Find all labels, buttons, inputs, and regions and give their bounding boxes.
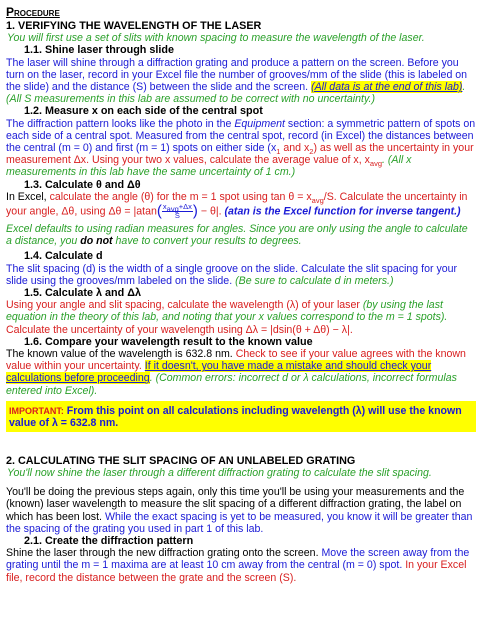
step-1-6-text-b: Check to see if your value agrees with the known value within your uncertainty. [6,348,466,373]
radians-note-c: have to convert your results to degrees. [115,235,302,248]
step-1-6-text [6,348,476,397]
section-2-heading: 2. CALCULATING THE SLIT SPACING OF AN UNLABELED GRATING [6,454,356,467]
step-1-5-text-a: Using your angle and slit spacing, calculate the wavelength (λ) of your laser [6,299,360,312]
step-1-5-text-c: Calculate the uncertainty of your wavelength using Δλ = |dsin(θ + Δθ) − λ|. [6,323,353,336]
step-1-6-text-a: The known value of the wavelength is 632.8 nm. [6,348,233,361]
step-1-4-text-a: The slit spacing (d) is the width of a single groove on the slide. Calculate the slit spacing for your slide using the grooves/mm labeled on the slide. [6,262,458,287]
equipment-ref: Equipment [234,117,285,130]
important-box [6,401,476,432]
step-1-1-note: . (All S measurements in this lab are assumed to be correct with no uncertainty.) [6,81,466,106]
step-2-1-text-a: Shine the laser through the new diffraction grating onto the screen. [6,547,319,560]
section-1-heading: 1. VERIFYING THE WAVELENGTH OF THE LASER [6,20,262,32]
step-1-3-radians-note [6,223,476,247]
fraction-numerator: x [162,202,167,212]
section-2-text [6,486,476,535]
data-note-highlight: (All data is at the end of this lab) [311,81,463,94]
uncertainty-fraction: $\frac{x_{avg}+\Delta x}{S}$ [162,202,192,221]
important-text: From this point on all calculations including wavelength (λ) will use the known value of λ = 632.8 nm. [9,404,462,430]
step-2-1-text-c: In your Excel file, record the distance between the grate and the screen (S). [6,559,467,584]
step-1-1-heading: 1.1. Shine laser through slide [24,44,174,57]
step-1-3-text-b: calculate the angle (θ) for the m = 1 spot using tan θ = x [49,190,312,203]
step-1-6-highlight: If it doesn't, you have made a mistake and should check your calculations before proceeding [6,360,432,385]
step-2-1-text [6,547,476,584]
step-1-5-heading: 1.5. Calculate λ and Δλ [24,287,141,300]
radians-note-emphasis: do not [80,235,113,248]
step-1-5-text [6,299,476,336]
step-1-3-text-d: − θ|. [197,205,222,218]
step-1-1-text-a: The laser will shine through a diffraction grating and produce a pattern on the screen. Before you turn on the laser, record in your Excel file the number of grooves/mm of the slide (this is labeled on the slide) and the distance (S) between the slide and the screen. [6,56,468,94]
step-1-2-text: The diffraction pattern looks like the photo in the Equipment section: a symmetric pattern of spots on each side of a central spot. Measured from the central spot, record (in Excel) the distances between the central (m = 0) and first (m = 1) spots on either side ($x_1$ and $x_2$) as well as the uncertainty in your measurement Δx. Using your two x values, calculate the average value of x, $x_{avg}$. (All x measurements in this lab have the same uncertainty of 1 cm.) [6,117,476,179]
step-1-4-heading: 1.4. Calculate d [24,250,103,263]
step-1-2-text-c: ) as well as the uncertainty in your measurement Δx. Using your two x values, calculate the average value of x, x [6,142,474,167]
step-1-3-text-a: In Excel, [6,190,47,203]
step-1-2-text-a: The diffraction pattern looks like the photo in the [6,117,232,130]
section-1-subtitle: You will first use a set of slits with known spacing to measure the wavelength of the laser. [7,32,425,45]
fraction-denominator: S [174,211,180,221]
step-1-3-atan-note: (atan is the Excel function for inverse tangent.) [224,205,461,218]
section-2-text-a: You'll be doing the previous steps again, only this time you'll be using your measurements and the (known) laser wavelength to measure the slit spacing of a different diffraction grating, the label on which has been lost. [6,486,465,523]
radians-note-a: Excel defaults to using radian measures for angles. Since you are only using the angle to calculate a distance, you [6,223,468,248]
step-2-1-heading: 2.1. Create the diffraction pattern [24,534,194,547]
step-1-4-note: (Be sure to calculate d in meters.) [235,274,394,287]
step-1-3-heading: 1.3. Calculate θ and Δθ [24,178,141,191]
step-1-4-text [6,263,476,287]
step-1-5-note: (by using the last equation in the theory of this lab, and noting that your x values correspond to the m = 1 spots). [6,299,448,324]
step-2-1-text-b: Move the screen away from the grating until the m = 1 maxima are at least 10 cm away from the central (m = 0) spot. [6,547,470,572]
section-2-subtitle: You'll now shine the laser through a different diffraction grating to calculate the slit spacing. [7,466,432,479]
page-title: Procedure [6,5,60,19]
step-1-3-text: In Excel, calculate the angle (θ) for the m = 1 spot using $\tan \theta = x_{avg}/S$. Calculate the uncertainty in your angle, Δθ, using Δθ = |atan( $\frac{x_{avg}+\Delta x}{S}$ ) − θ|. (atan is the Excel function for inverse tangent.) [6,190,468,221]
step-1-6-note: . (Common errors: incorrect d or λ calculations, incorrect formulas entered into Excel). [6,372,457,397]
step-1-3-text-c: /S. Calculate the uncertainty in your angle, Δθ, using Δθ = |atan [6,190,468,218]
important-label: IMPORTANT: [9,405,64,416]
step-1-2-note: . (All x measurements in this lab have the same uncertainty of 1 cm.) [6,154,412,179]
step-1-2-heading: 1.2. Measure x on each side of the central spot [24,105,263,118]
section-2-text-b: While the exact spacing is yet to be measured, you know it will be greater than the spacing of the grating you used in part 1 of this lab. [6,510,473,535]
step-1-1-text [6,57,476,106]
step-1-6-heading: 1.6. Compare your wavelength result to the known value [24,335,313,348]
step-1-2-text-b: section: a symmetric pattern of spots on each side of a central spot. Measured from the central spot, record (in Excel) the distances between the central (m = 0) and first (m = 1) spots on either side (x [6,117,476,155]
